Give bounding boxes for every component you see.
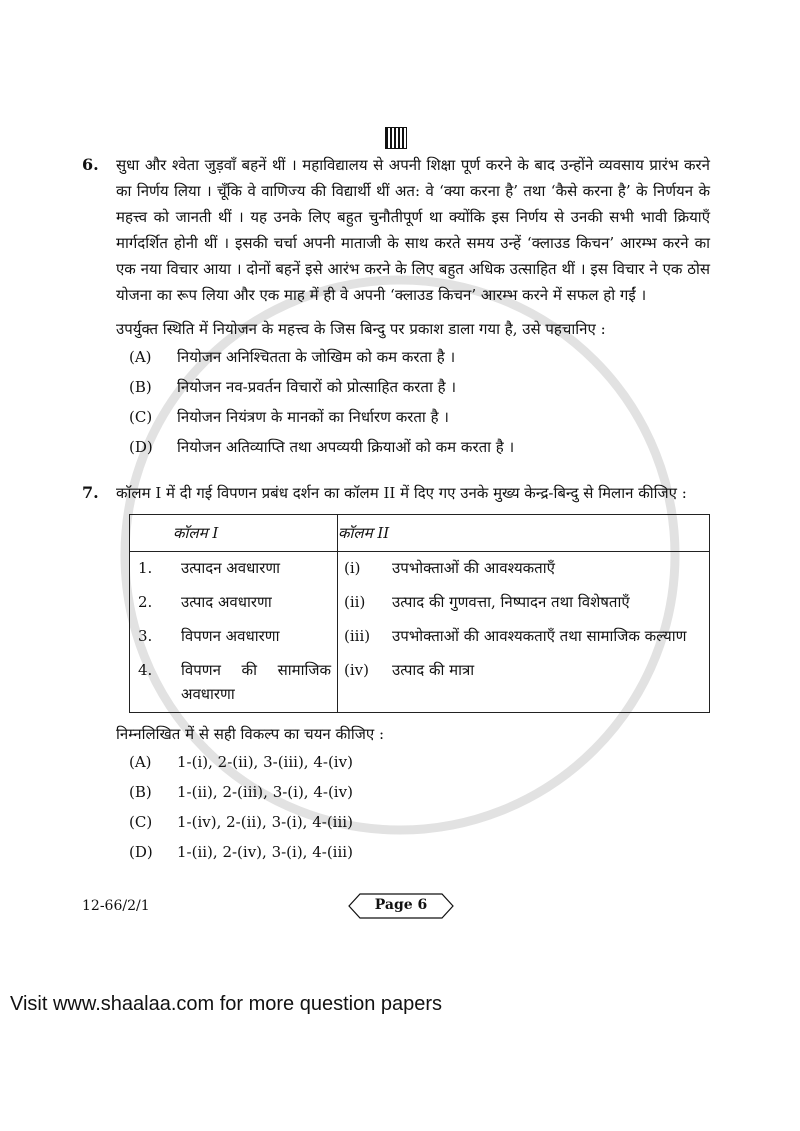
column-2-header: कॉलम II — [338, 515, 710, 552]
row-roman: (i) — [338, 552, 393, 587]
row-number: 4. — [138, 661, 153, 679]
table-header-row — [130, 515, 710, 552]
page-badge — [348, 893, 454, 919]
question-number: 7. — [82, 483, 99, 502]
option-a — [129, 346, 710, 368]
question-text: सुधा और श्वेता जुड़वाँ बहनें थीं । महाविद्यालय से अपनी शिक्षा पूर्ण करने के बाद उन्होंने व्यवसाय प्रारंभ करने का निर्णय लिया । चूँकि वे वाणिज्य की विद्यार्थी थीं अत: वे ‘क्या करना है’ तथा ‘कैसे करना है’ के निर्णयन के महत्त्व को जानती थीं । यह उनके लिए बहुत चुनौतीपूर्ण था क्योंकि इस निर्णय से उनकी सभी भावी क्रियाएँ मार्गदर्शित होनी थीं । इसकी चर्चा अपनी माताजी के साथ करते समय उन्हें ‘क्लाउड किचन’ आरम्भ करने का एक नया विचार आया । दोनों बहनें इसे आरंभ करने के लिए बहुत अधिक उत्साहित थीं । इस विचार ने एक ठोस योजना का रूप लिया और एक माह में ही वे अपनी ‘क्लाउड किचन’ आरम्भ करने में सफल हो गईं । — [116, 156, 710, 304]
question-text: कॉलम I में दी गई विपणन प्रबंध दर्शन का कॉलम II में दिए गए उनके मुख्य केन्द्र-बिन्दु से मिलान कीजिए : — [116, 484, 687, 502]
option-label: (B) — [129, 378, 152, 396]
option-label: (B) — [129, 783, 152, 801]
option-text: 1-(ii), 2-(iii), 3-(i), 4-(iv) — [177, 783, 353, 801]
paper-code: 12-66/2/1 — [82, 898, 150, 914]
question-7 — [82, 480, 710, 871]
option-d — [129, 841, 710, 863]
column-2-cell: उत्पाद की गुणवत्ता, निष्पादन तथा विशेषताएँ — [392, 593, 630, 611]
promo-banner: Visit www.shaalaa.com for more question papers — [10, 993, 443, 1015]
match-table — [129, 514, 710, 713]
row-roman: (iv) — [338, 654, 393, 713]
option-text: नियोजन अतिव्याप्ति तथा अपव्ययी क्रियाओं को कम करता है । — [177, 438, 515, 456]
question-6 — [82, 152, 710, 466]
option-label: (D) — [129, 438, 153, 456]
column-1-cell: उत्पादन अवधारणा — [181, 559, 281, 577]
column-2-cell: उपभोक्ताओं की आवश्यकताएँ तथा सामाजिक कल्याण — [392, 627, 687, 645]
option-c — [129, 406, 710, 428]
option-a — [129, 751, 710, 773]
option-label: (C) — [129, 813, 153, 831]
option-text: नियोजन नव-प्रवर्तन विचारों को प्रोत्साहित करता है । — [177, 378, 457, 396]
table-row — [130, 620, 710, 654]
column-1-cell: विपणन की सामाजिक अवधारणा — [181, 661, 331, 703]
table-row — [130, 586, 710, 620]
row-roman: (ii) — [338, 586, 393, 620]
option-label: (C) — [129, 408, 153, 426]
page-number: Page 6 — [374, 897, 428, 913]
question-number: 6. — [82, 155, 99, 174]
option-b — [129, 781, 710, 803]
option-label: (A) — [129, 753, 152, 771]
row-roman: (iii) — [338, 620, 393, 654]
page-footer — [0, 893, 800, 923]
option-label: (A) — [129, 348, 152, 366]
column-1-cell: विपणन अवधारणा — [181, 627, 280, 645]
option-c — [129, 811, 710, 833]
option-text: 1-(iv), 2-(ii), 3-(i), 4-(iii) — [177, 813, 353, 831]
column-1-header: कॉलम I — [173, 524, 219, 542]
table-row — [130, 552, 710, 587]
option-text: नियोजन नियंत्रण के मानकों का निर्धारण करता है । — [177, 408, 449, 426]
column-1-cell: उत्पाद अवधारणा — [181, 593, 272, 611]
row-number: 3. — [138, 627, 153, 645]
qr-code-icon — [386, 128, 406, 148]
option-text: 1-(ii), 2-(iv), 3-(i), 4-(iii) — [177, 843, 353, 861]
question-prompt: निम्नलिखित में से सही विकल्प का चयन कीजिए : — [116, 725, 385, 743]
table-row — [130, 654, 710, 713]
option-label: (D) — [129, 843, 153, 861]
row-number: 1. — [138, 559, 153, 577]
option-b — [129, 376, 710, 398]
option-d — [129, 436, 710, 458]
column-2-cell: उपभोक्ताओं की आवश्यकताएँ — [392, 559, 555, 577]
question-prompt: उपर्युक्त स्थिति में नियोजन के महत्त्व के जिस बिन्दु पर प्रकाश डाला गया है, उसे पहचानिए : — [116, 320, 606, 338]
column-2-cell: उत्पाद की मात्रा — [392, 661, 475, 679]
row-number: 2. — [138, 593, 153, 611]
option-text: नियोजन अनिश्चितता के जोखिम को कम करता है । — [177, 348, 456, 366]
option-text: 1-(i), 2-(ii), 3-(iii), 4-(iv) — [177, 753, 353, 771]
